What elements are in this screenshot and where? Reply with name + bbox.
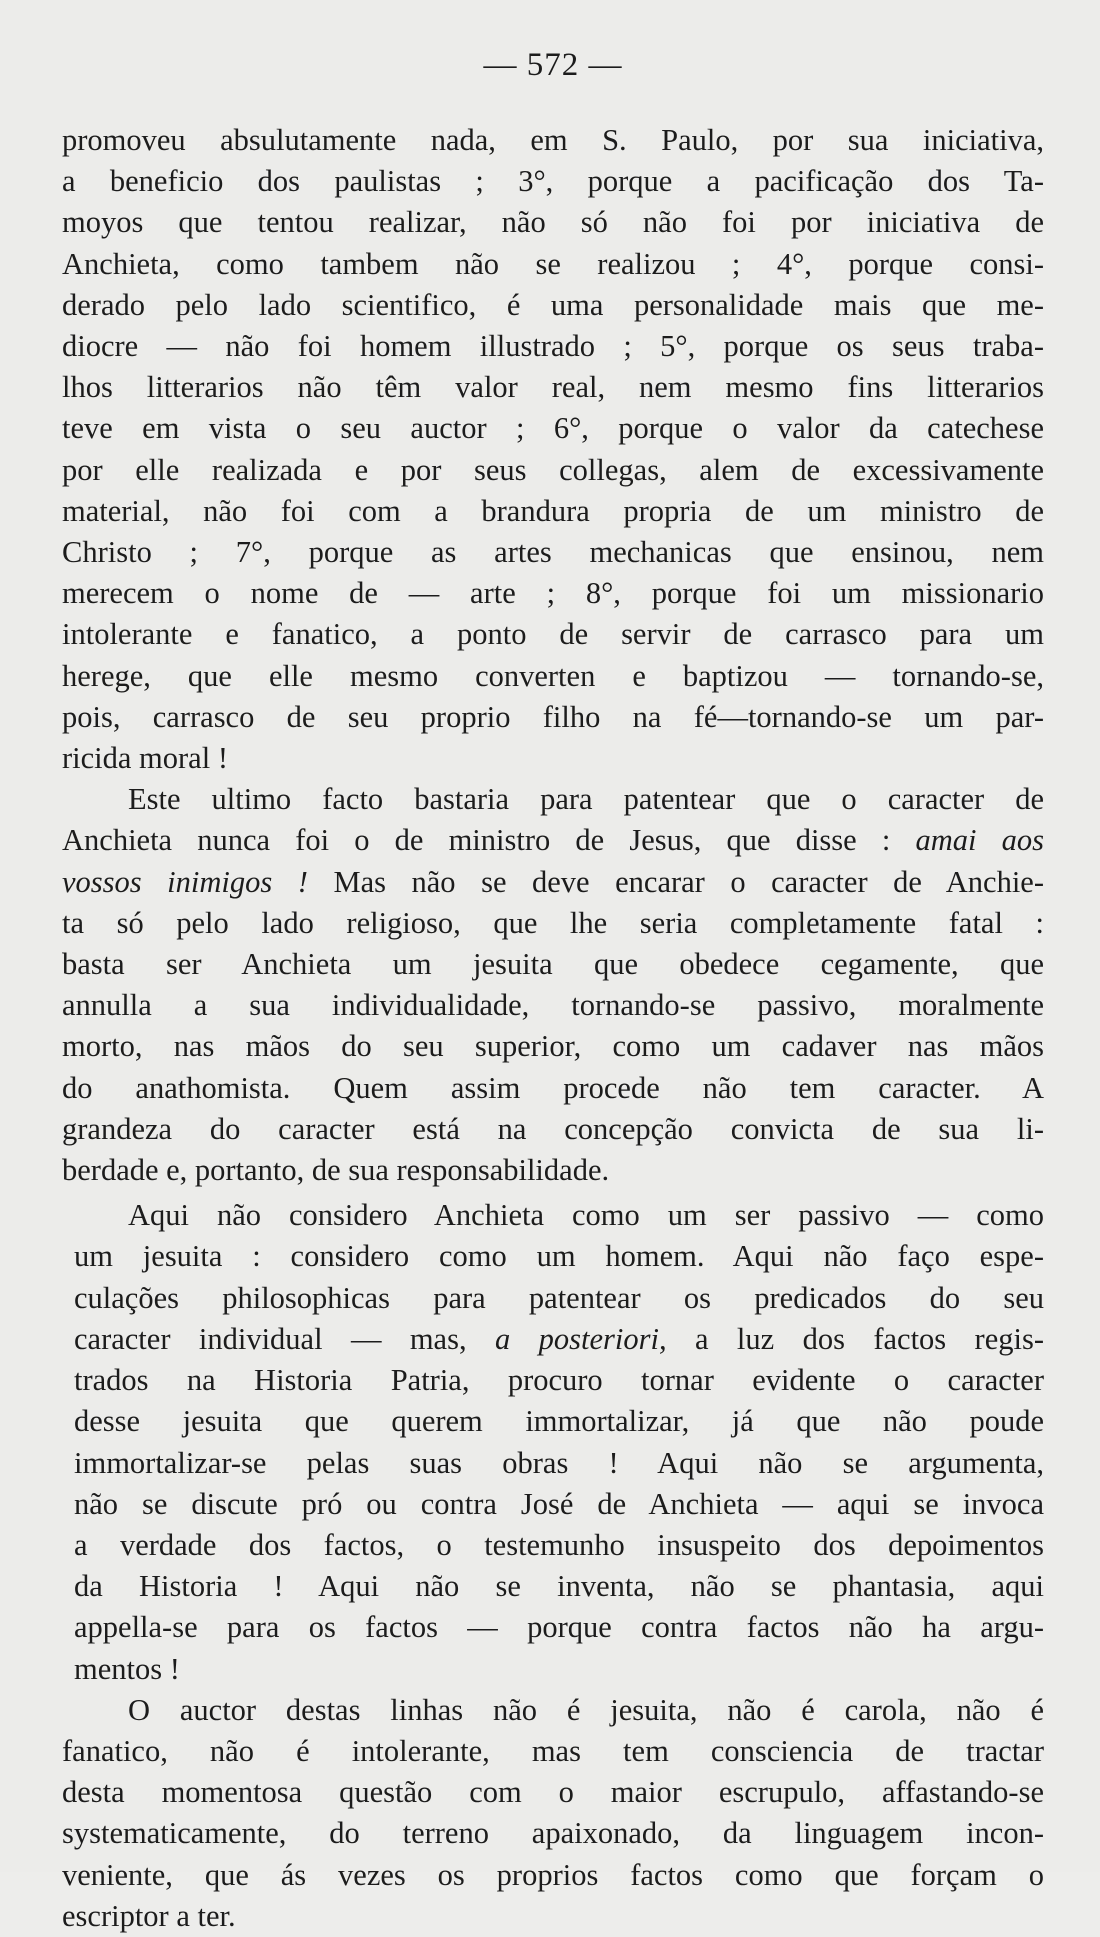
text-line: intolerante e fanatico, a ponto de servir de carrasco para um	[62, 617, 1044, 652]
text-line: ricida moral !	[62, 741, 228, 776]
text-line: herege, que elle mesmo converten e baptizou — tornando-se,	[62, 658, 1044, 693]
text-line: a beneficio dos paulistas ; 3°, porque a pacificação dos Ta-	[62, 164, 1044, 199]
text-line: grandeza do caracter está na concepção convicta de sua li-	[62, 1111, 1044, 1146]
text-line: culações philosophicas para patentear os predicados do seu	[74, 1280, 1044, 1315]
text-line	[62, 862, 1044, 903]
text-run: caracter individual — mas,	[74, 1321, 495, 1356]
text-run: a luz dos factos regis-	[666, 1321, 1044, 1356]
text-line: systematicamente, do terreno apaixonado, da linguagem incon-	[62, 1816, 1044, 1851]
text-line: Aqui não considero Anchieta como um ser passivo — como	[128, 1198, 1044, 1233]
text-line: não se discute pró ou contra José de Anchieta — aqui se invoca	[74, 1486, 1044, 1521]
text-line: do anathomista. Quem assim procede não tem caracter. A	[62, 1070, 1044, 1105]
text-line: um jesuita : considero como um homem. Aqui não faço espe-	[74, 1239, 1044, 1274]
text-line: pois, carrasco de seu proprio filho na fé—tornando-se um par-	[62, 699, 1044, 734]
text-line: morto, nas mãos do seu superior, como um cadaver nas mãos	[62, 1029, 1044, 1064]
text-line: moyos que tentou realizar, não só não foi por iniciativa de	[62, 205, 1044, 240]
text-line: immortalizar-se pelas suas obras ! Aqui não se argumenta,	[74, 1445, 1044, 1480]
text-line	[62, 1319, 1044, 1360]
italic-text: vossos inimigos !	[62, 864, 308, 899]
text-line: a verdade dos factos, o testemunho insuspeito dos depoimentos	[74, 1527, 1044, 1562]
italic-text: a posteriori,	[495, 1321, 667, 1356]
text-line: da Historia ! Aqui não se inventa, não se phantasia, aqui	[74, 1569, 1044, 1604]
text-line: basta ser Anchieta um jesuita que obedece cegamente, que	[62, 947, 1044, 982]
text-line: Este ultimo facto bastaria para patentear que o caracter de	[128, 782, 1044, 817]
paragraph-3	[62, 1195, 1044, 1689]
text-run: Mas não se deve encarar o caracter de Anchie-	[307, 864, 1044, 899]
text-line: desta momentosa questão com o maior escrupulo, affastando-se	[62, 1775, 1044, 1810]
text-line: Anchieta, como tambem não se realizou ; 4°, porque consi-	[62, 246, 1044, 281]
text-line: trados na Historia Patria, procuro tornar evidente o caracter	[74, 1363, 1044, 1398]
text-line: ta só pelo lado religioso, que lhe seria completamente fatal :	[62, 905, 1044, 940]
paragraph-1	[62, 120, 1044, 779]
text-line: merecem o nome de — arte ; 8°, porque foi um missionario	[62, 576, 1044, 611]
text-line: material, não foi com a brandura propria de um ministro de	[62, 493, 1044, 528]
page-number: — 572 —	[483, 47, 623, 83]
text-line: berdade e, portanto, de sua responsabilidade.	[62, 1153, 610, 1188]
text-line: derado pelo lado scientifico, é uma personalidade mais que me-	[62, 287, 1044, 322]
text-line: O auctor destas linhas não é jesuita, não é carola, não é	[128, 1692, 1044, 1727]
text-run: Anchieta nunca foi o de ministro de Jesus, que disse :	[62, 823, 916, 858]
text-line: promoveu absulutamente nada, em S. Paulo, por sua iniciativa,	[62, 123, 1044, 157]
text-line: fanatico, não é intolerante, mas tem consciencia de tractar	[62, 1733, 1044, 1768]
text-line: escriptor a ter.	[62, 1898, 236, 1933]
text-line: desse jesuita que querem immortalizar, já que não poude	[74, 1404, 1044, 1439]
text-line: por elle realizada e por seus collegas, alem de excessivamente	[62, 452, 1044, 487]
text-line	[62, 820, 1044, 861]
text-line: appella-se para os factos — porque contra factos não ha argu-	[74, 1610, 1044, 1645]
text-line: diocre — não foi homem illustrado ; 5°, porque os seus traba-	[62, 329, 1044, 364]
text-line: Christo ; 7°, porque as artes mechanicas que ensinou, nem	[62, 535, 1044, 570]
text-line: mentos !	[74, 1651, 180, 1686]
text-line: lhos litterarios não têm valor real, nem mesmo fins litterarios	[62, 370, 1044, 405]
italic-text: amai aos	[915, 823, 1044, 858]
text-line: veniente, que ás vezes os proprios factos como que forçam o	[62, 1857, 1044, 1892]
text-line: teve em vista o seu auctor ; 6°, porque o valor da catechese	[62, 411, 1044, 446]
paragraph-2	[62, 779, 1044, 1191]
paragraph-4	[62, 1690, 1044, 1937]
text-line: annulla a sua individualidade, tornando-se passivo, moralmente	[62, 988, 1044, 1023]
